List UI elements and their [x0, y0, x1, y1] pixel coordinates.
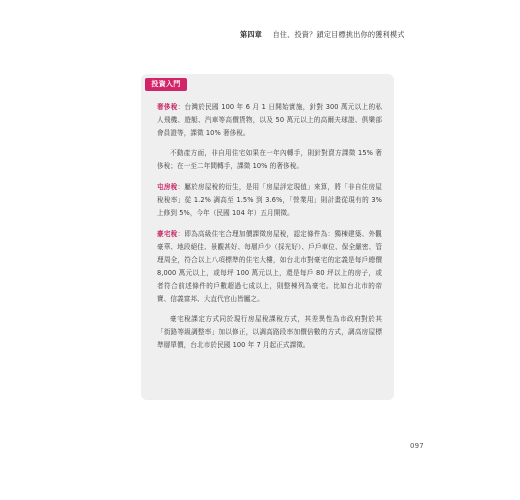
- mansion-tax-term: 豪宅稅: [157, 230, 178, 238]
- investment-intro-content: [157, 101, 382, 352]
- mansion-tax-method-paragraph: [157, 313, 382, 352]
- chapter-label: 第四章: [240, 30, 263, 39]
- running-header: [240, 28, 435, 42]
- real-estate-note-text: 不動產方面，非自用住宅如果在一年內轉手，則針對賣方課徵 15% 奢侈稅；在一至二年間轉手，課徵 10% 的奢侈稅。: [157, 149, 382, 170]
- mansion-tax-text: ：即為高級住宅合理加價課徵房屋稅，認定條件為：獨棟建築、外觀豪華、地段絕佳、景觀甚好、每層戶少（採光好）、戶戶車位、保全嚴密、管理周全，符合以上八項標準的住宅大樓，如台北市對豪宅的定義是每戶總價 8,000 萬元以上，或每坪 100 萬元以上，還是每戶 80 坪以上的房子，或者符合前述條件的戶數超過七成以上，則整棟列為豪宅。比如台北市的帝寶、信義富邦、大直代官山皆屬之。: [157, 230, 382, 303]
- page-number: 097: [410, 442, 424, 450]
- hoarding-tax-text: ：屬於房屋稅的衍生，是用「房屋評定現值」來算，將「非自住房屋稅稅率」從 1.2% 調高至 1.5% 到 3.6%，「營業用」則計畫從現有的 3% 上修到 5%，今年（民國 104 年）五月開徵。: [157, 183, 382, 217]
- luxury-tax-text: ：台灣於民國 100 年 6 月 1 日開始實施，針對 300 萬元以上的私人飛機、遊艇、汽車等高價貨物，以及 50 萬元以上的高爾夫球證、俱樂部會員證等，課徵 10% 奢侈稅。: [157, 103, 382, 137]
- mansion-tax-paragraph: [157, 228, 382, 306]
- luxury-tax-term: 奢侈稅: [157, 103, 178, 111]
- chapter-title: 自住、投資？鎖定目標挑出你的獲利模式: [272, 30, 405, 39]
- investment-intro-tag: 投資入門: [145, 78, 187, 91]
- mansion-tax-method-text: 豪宅稅課定方式同於現行房屋稅課稅方式，其差異性為市政府對於其「街路等級調整率」加以修正，以調高路段率加價倍數的方式，調高房屋標準層單價，台北市於民國 100 年 7 月起正式課徵。: [157, 315, 382, 349]
- real-estate-note-paragraph: [157, 147, 382, 173]
- hoarding-tax-term: 屯房稅: [157, 183, 178, 191]
- luxury-tax-paragraph: [157, 101, 382, 140]
- hoarding-tax-paragraph: [157, 181, 382, 220]
